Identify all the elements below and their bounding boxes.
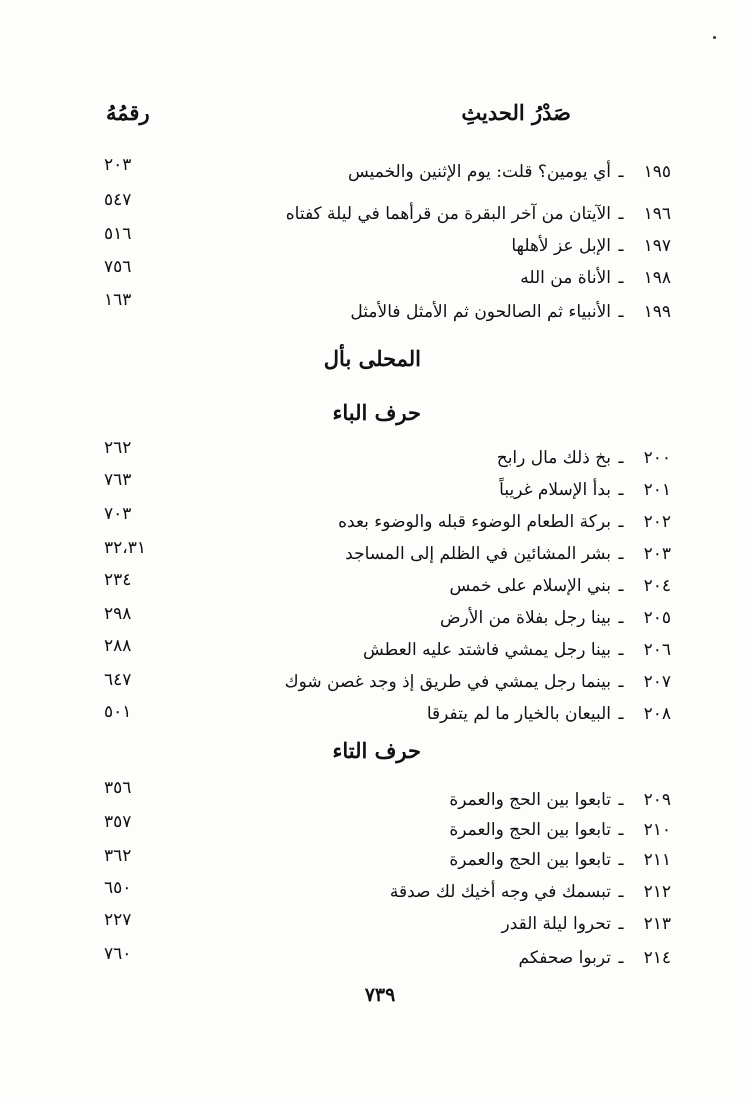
list-item: [111, 700, 671, 728]
entry-number: ١٩٨: [643, 268, 671, 288]
list-item: [111, 540, 671, 568]
entry-number: ٢١٢: [643, 882, 671, 902]
entry-text: تابعوا بين الحج والعمرة: [449, 790, 611, 810]
entry-ref: ٢٣٤: [104, 570, 132, 590]
entry-number: ٢٠٨: [643, 704, 671, 724]
entry-ref: ٧٠٣: [104, 504, 132, 524]
entry-number: ١٩٩: [643, 302, 671, 322]
entry-number: ١٩٦: [643, 204, 671, 224]
entry-ref: ١٦٣: [104, 290, 132, 310]
entry-text: الأنبياء ثم الصالحون ثم الأمثل فالأمثل: [350, 302, 611, 322]
entry-number: ٢٠٠: [643, 448, 671, 468]
entry-number: ٢٠٦: [643, 640, 671, 660]
entry-number: ١٩٧: [643, 236, 671, 256]
entry-ref: ٥٤٧: [104, 190, 132, 210]
entry-number: ٢١٤: [643, 948, 671, 968]
entry-text: تربوا صحفكم: [518, 948, 611, 968]
section-heading: حرف الباء: [332, 400, 421, 425]
entry-dash: ـ: [618, 236, 624, 256]
entry-text: بخ ذلك مال رابح: [496, 448, 611, 468]
list-item: [111, 878, 671, 906]
entry-dash: ـ: [618, 820, 624, 840]
entry-ref: ٥١٦: [104, 224, 132, 244]
entry-dash: ـ: [618, 948, 624, 968]
entry-text: بينما رجل يمشي في طريق إذ وجد غصن شوك: [284, 672, 611, 692]
entry-text: الأناة من الله: [520, 268, 611, 288]
list-item: [111, 786, 671, 814]
entry-dash: ـ: [618, 512, 624, 532]
entry-ref: ٣٢،٣١: [104, 538, 147, 558]
entry-number: ٢٠٣: [643, 544, 671, 564]
entry-text: بينا رجل يمشي فاشتد عليه العطش: [362, 640, 611, 660]
entry-dash: ـ: [618, 204, 624, 224]
entry-ref: ٢٢٧: [104, 910, 132, 930]
list-item: [111, 200, 671, 228]
list-item: [111, 264, 671, 292]
entry-ref: ٣٦٢: [104, 846, 132, 866]
entry-ref: ٦٥٠: [104, 878, 132, 898]
entry-ref: ٧٦٣: [104, 470, 132, 490]
entry-dash: ـ: [618, 608, 624, 628]
column-header-hadith: صَدْرُ الحديثِ: [461, 100, 571, 125]
list-item: [111, 846, 671, 874]
entry-text: الآيتان من آخر البقرة من قرأهما في ليلة كفتاه: [285, 204, 611, 224]
entry-number: ٢٠١: [643, 480, 671, 500]
entry-dash: ـ: [618, 640, 624, 660]
entry-dash: ـ: [618, 480, 624, 500]
section-heading: حرف التاء: [332, 738, 421, 763]
list-item: [111, 444, 671, 472]
entry-dash: ـ: [618, 576, 624, 596]
entry-text: البيعان بالخيار ما لم يتفرقا: [426, 704, 611, 724]
entry-ref: ٥٠١: [104, 702, 132, 722]
page-number: ٧٣٩: [364, 984, 396, 1006]
entry-dash: ـ: [618, 268, 624, 288]
entry-ref: ٢٩٨: [104, 604, 132, 624]
entry-number: ٢٠٥: [643, 608, 671, 628]
entry-dash: ـ: [618, 704, 624, 724]
entry-ref: ٦٤٧: [104, 670, 132, 690]
entry-number: ٢١٣: [643, 914, 671, 934]
list-item: [111, 636, 671, 664]
entry-text: بركة الطعام الوضوء قبله والوضوء بعده: [338, 512, 611, 532]
entry-text: تابعوا بين الحج والعمرة: [449, 820, 611, 840]
entry-ref: ٣٥٧: [104, 812, 132, 832]
list-item: [111, 944, 671, 972]
entry-number: ٢٠٧: [643, 672, 671, 692]
entry-dash: ـ: [618, 914, 624, 934]
entry-ref: ٢٦٢: [104, 438, 132, 458]
entry-ref: ٧٦٠: [104, 944, 132, 964]
list-item: [111, 572, 671, 600]
entry-text: تابعوا بين الحج والعمرة: [449, 850, 611, 870]
list-item: [111, 668, 671, 696]
column-header-number: رقمُهُ: [106, 100, 150, 125]
entry-text: أي يومين؟ قلت: يوم الإثنين والخميس: [347, 162, 611, 182]
entry-ref: ٢٠٣: [104, 155, 132, 175]
entry-dash: ـ: [618, 790, 624, 810]
entry-text: تحروا ليلة القدر: [501, 914, 611, 934]
list-item: [111, 816, 671, 844]
entry-text: بينا رجل بفلاة من الأرض: [440, 608, 611, 628]
entry-ref: ٧٥٦: [104, 257, 132, 277]
entry-dash: ـ: [618, 302, 624, 322]
entry-dash: ـ: [618, 672, 624, 692]
list-item: [111, 476, 671, 504]
entry-text: بشر المشائين في الظلم إلى المساجد: [345, 544, 611, 564]
entry-number: ٢٠٢: [643, 512, 671, 532]
entry-text: تبسمك في وجه أخيك لك صدقة: [389, 882, 611, 902]
entry-dash: ـ: [618, 850, 624, 870]
list-item: [111, 158, 671, 186]
entry-text: بدأ الإسلام غريباً: [499, 480, 611, 500]
entry-text: الإبل عز لأهلها: [511, 236, 611, 256]
entry-dash: ـ: [618, 162, 624, 182]
entry-dash: ـ: [618, 448, 624, 468]
entry-ref: ٣٥٦: [104, 778, 132, 798]
entry-number: ٢١٠: [643, 820, 671, 840]
list-item: [111, 508, 671, 536]
list-item: [111, 232, 671, 260]
speck: [713, 36, 716, 39]
list-item: [111, 298, 671, 326]
entry-number: ٢٠٩: [643, 790, 671, 810]
entry-dash: ـ: [618, 544, 624, 564]
section-heading: المحلى بأل: [323, 346, 421, 371]
entry-number: ٢١١: [643, 850, 671, 870]
entry-number: ٢٠٤: [643, 576, 671, 596]
entry-number: ١٩٥: [643, 162, 671, 182]
entry-ref: ٢٨٨: [104, 636, 132, 656]
list-item: [111, 910, 671, 938]
entry-text: بني الإسلام على خمس: [449, 576, 611, 596]
entry-dash: ـ: [618, 882, 624, 902]
list-item: [111, 604, 671, 632]
